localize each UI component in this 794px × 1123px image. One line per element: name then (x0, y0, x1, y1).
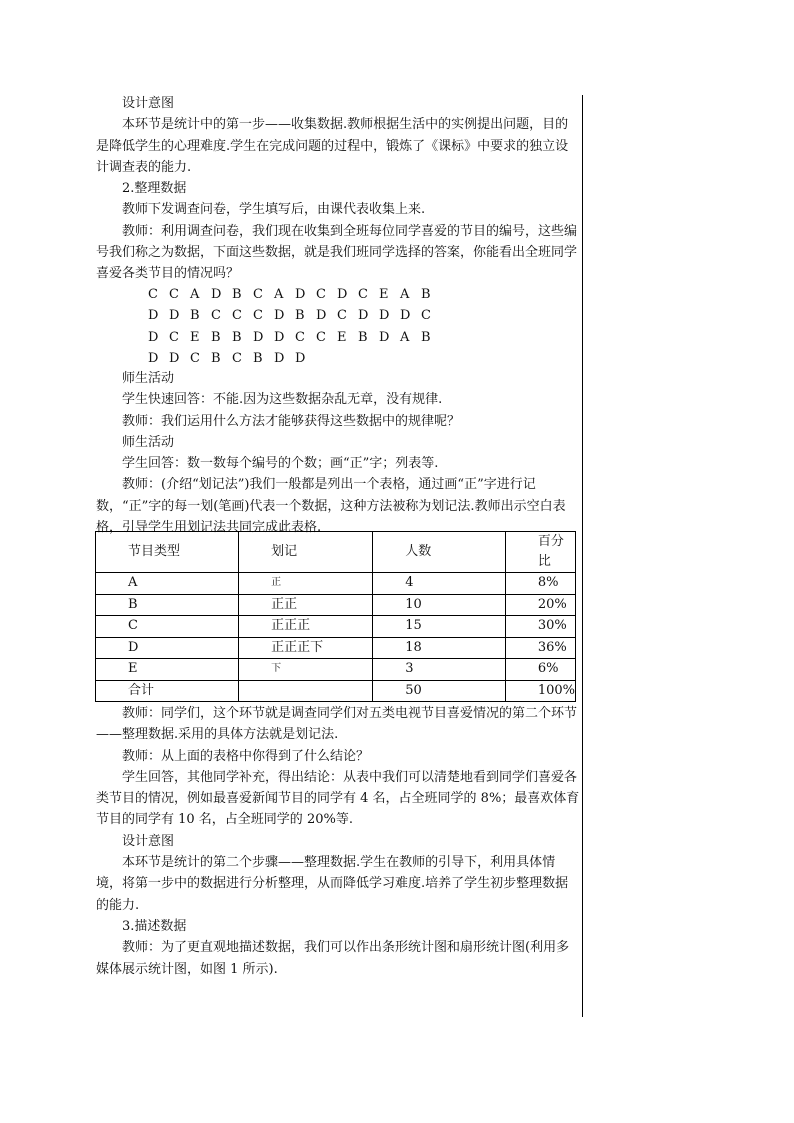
table-cell: 正正 (239, 594, 373, 616)
paragraph: 学生回答，其他同学补充，得出结论：从表中我们可以清楚地看到同学们喜爱各类节目的情况，例如最喜爱新闻节目的同学有 4 名，占全班同学的 8%；最喜欢体育节目的同学有 10 名，占全班同学的 20%等. (96, 769, 580, 828)
paragraph: 本环节是统计中的第一步——收集数据.教师根据生活中的实例提出问题，目的是降低学生的心理难度.学生在完成问题的过程中，锻炼了《课标》中要求的独立设计调查表的能力. (96, 117, 569, 175)
letters-row-2: D D B C C C D B D C D D D C (148, 308, 431, 324)
heading-teacher-student-activity: 师生活动 (122, 434, 175, 450)
heading-organize-data: 2.整理数据 (122, 181, 187, 197)
table-cell: D (96, 637, 239, 659)
paragraph: 教师下发调查问卷，学生填写后，由课代表收集上来. (122, 202, 426, 218)
heading-describe-data: 3.描述数据 (122, 918, 187, 934)
paragraph: 学生快速回答：不能.因为这些数据杂乱无章，没有规律. (122, 392, 443, 408)
paragraph: 学生回答：数一数每个编号的个数；画“正”字；列表等. (122, 456, 439, 472)
table-cell: 正正正 (239, 616, 373, 638)
table-cell: 30% (505, 616, 575, 638)
paragraph: 教师：从上面的表格中你得到了什么结论？ (122, 748, 370, 764)
table-cell: C (96, 616, 239, 638)
table-cell: 10 (373, 594, 506, 616)
table-cell: B (96, 594, 239, 616)
table-row (96, 659, 576, 681)
header-cell: 人数 (373, 532, 506, 573)
table-total-row (96, 680, 576, 702)
paragraph: 教师：(介绍“划记法”)我们一般都是列出一个表格，通过画“正”字进行记数，“正”字的每一划(笔画)代表一个数据，这种方法被称为划记法.教师出示空白表格，引导学生用划记法共同完成此表格. (96, 477, 566, 536)
paragraph: 本环节是统计的第二个步骤——整理数据.学生在教师的引导下，利用具体情境，将第一步中的数据进行分析整理，从而降低学习难度.培养了学生初步整理数据的能力. (96, 855, 569, 913)
section-1 (96, 93, 580, 285)
table-row (96, 616, 576, 638)
heading-design-intent: 设计意图 (122, 833, 175, 849)
table-cell: E (96, 659, 239, 681)
header-cell: 划记 (239, 532, 373, 573)
table-cell (239, 680, 373, 702)
table-cell: 合计 (96, 680, 239, 702)
letters-row-3: D C E B B D D C C E B D A B (148, 329, 431, 345)
section-2 (96, 368, 580, 538)
table-cell: 36% (505, 637, 575, 659)
table-row (96, 594, 576, 616)
heading-teacher-student-activity: 师生活动 (122, 371, 175, 386)
paragraph: 教师：利用调查问卷，我们现在收集到全班每位同学喜爱的节目的编号，这些编号我们称之为数据，下面这些数据，就是我们班同学选择的答案，你能看出全班同学喜爱各类节目的情况吗？ (96, 223, 578, 282)
table-cell: 3 (373, 659, 506, 681)
paragraph: 教师：我们运用什么方法才能够获得这些数据中的规律呢？ (122, 413, 461, 429)
table-cell: 20% (505, 594, 575, 616)
header-cell: 节目类型 (96, 532, 239, 573)
table-cell: 18 (373, 637, 506, 659)
table-row (96, 573, 576, 595)
table-cell: 8% (505, 573, 575, 595)
header-cell: 百分比 (505, 532, 575, 573)
table-cell: 15 (373, 616, 506, 638)
table-row (96, 637, 576, 659)
table-cell: 4 (373, 573, 506, 595)
paragraph: 教师：同学们，这个环节就是调查同学们对五类电视节目喜爱情况的第二个环节——整理数据.采用的具体方法就是划记法. (96, 706, 578, 743)
section-3 (96, 703, 580, 980)
table-cell: 6% (505, 659, 575, 681)
paragraph: 教师：为了更直观地描述数据，我们可以作出条形统计图和扇形统计图(利用多媒体展示统计图，如图 1 所示). (96, 940, 570, 977)
table-cell: 下 (239, 659, 373, 681)
letters-row-1: C C A D B C A D C D C E A B (148, 287, 431, 302)
table-cell: 正 (239, 573, 373, 595)
tally-table (95, 531, 576, 702)
table-cell: A (96, 573, 239, 595)
right-margin-rule (582, 95, 583, 1017)
table-cell: 正正正下 (239, 637, 373, 659)
data-letters-block (96, 284, 580, 369)
heading-design-intent: 设计意图 (122, 96, 175, 111)
letters-row-4: D D C B C B D D (148, 350, 306, 366)
table-cell: 50 (373, 680, 506, 702)
table-cell: 100% (505, 680, 575, 702)
table-header-row (96, 532, 576, 573)
